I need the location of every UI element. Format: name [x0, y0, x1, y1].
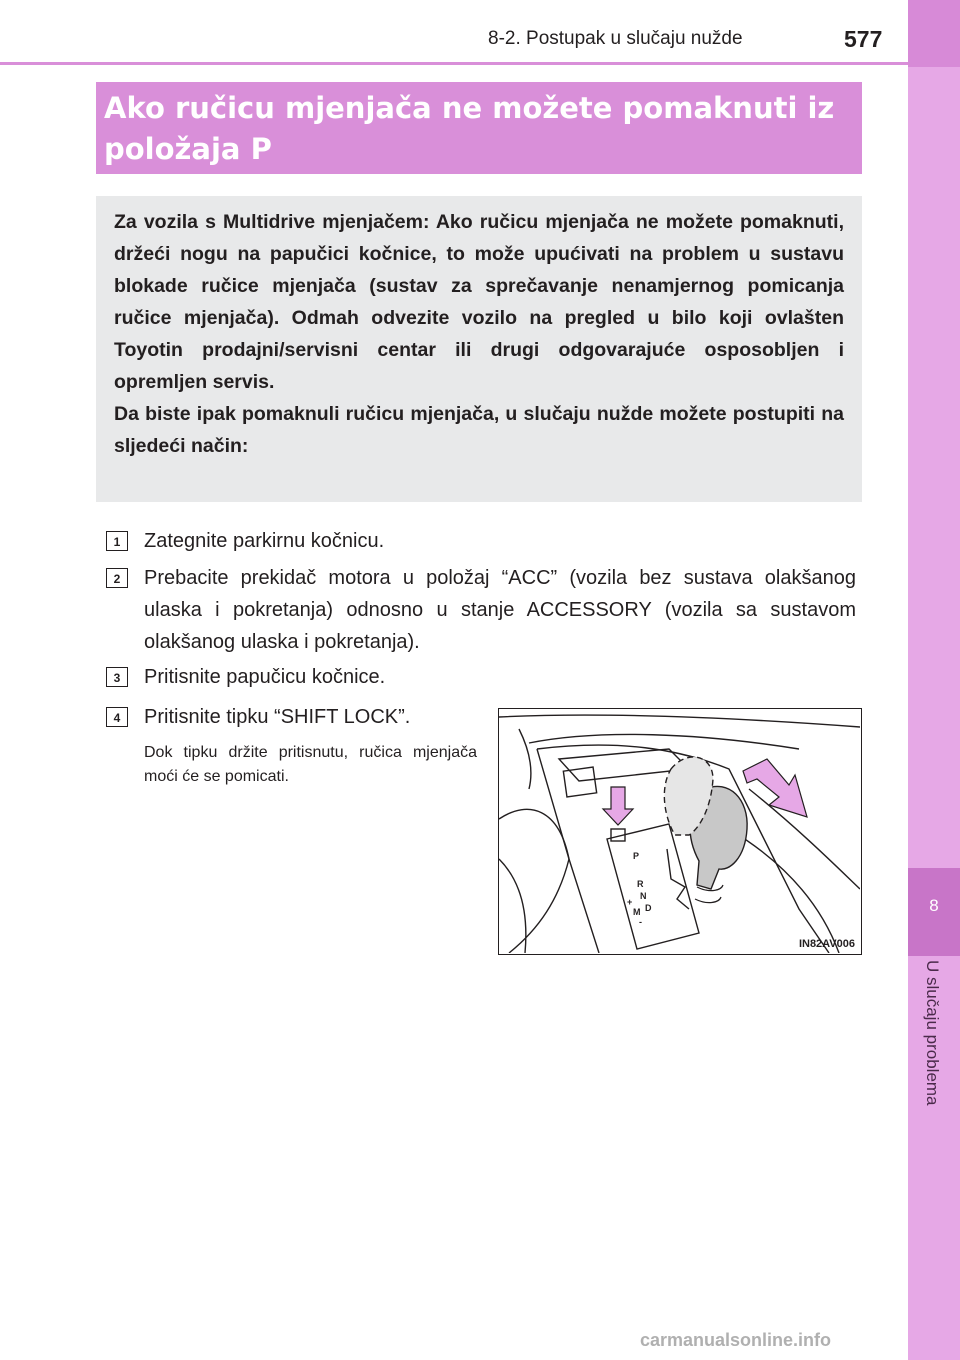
chapter-title: U slučaju problema	[923, 960, 942, 1106]
chapter-sidebar	[908, 0, 960, 1360]
seat-right	[749, 789, 860, 889]
seat-right-fold	[729, 829, 839, 953]
figure-code: IN82AV006	[798, 938, 855, 950]
move-arrow-icon	[743, 759, 807, 817]
step-text: Pritisnite papučicu kočnice.	[144, 666, 386, 688]
seat-left-fold	[499, 859, 526, 953]
step-text: Zategnite parkirnu kočnicu.	[144, 530, 385, 552]
console-edge	[519, 729, 531, 789]
heading-line-1: Ako ručicu mjenjača ne možete pomaknuti iz	[104, 91, 835, 125]
step-text: Prebacite prekidač motora u položaj “ACC” (vozila bez sustava olakšanog ulaska i pokretanja) odnosno u stanje ACCESSORY (vozila sa sustavom olakšanog ulaska i pokretanja).	[144, 567, 856, 653]
console-button	[563, 767, 596, 797]
gate-label-d: D	[645, 903, 652, 913]
page-number: 577	[844, 26, 883, 52]
press-arrow-icon	[603, 787, 633, 825]
gate-label-p: P	[633, 851, 640, 861]
heading-text	[104, 88, 854, 170]
gate-label-r: R	[637, 879, 644, 889]
step-note: Dok tipku držite pritisnutu, ručica mjenjača moći će se pomicati.	[144, 744, 477, 785]
heading-line-2: položaja P	[104, 132, 272, 166]
gate-label-minus: -	[639, 917, 642, 927]
gate-label-m: M	[633, 907, 641, 917]
dashboard-edge	[499, 715, 860, 727]
gate-label-plus: +	[627, 897, 633, 907]
info-box	[96, 196, 862, 502]
chapter-number: 8	[929, 896, 939, 915]
watermark: carmanualsonline.info	[640, 1330, 832, 1350]
section-heading	[96, 82, 862, 174]
step-number-badge: 3	[106, 667, 128, 687]
step-number-badge: 1	[106, 531, 128, 551]
shift-lock-diagram	[499, 709, 860, 953]
section-title: 8-2. Postupak u slučaju nužde	[488, 28, 743, 49]
step-number-badge: 4	[106, 707, 128, 727]
info-paragraph-1: Za vozila s Multidrive mjenjačem: Ako ručicu mjenjača ne možete pomaknuti, držeći nogu na papučici kočnice, to može upućivati na problem u sustavu blokade ručice mjenjača (sustav za sprečavanje nenamjernog pomicanja ručice mjenjača). Odmah odvezite vozilo na pregled u bilo koji ovlašten Toyotin prodajni/servisni centar ili drugi odgovarajuće osposobljen i opremljen servis.	[114, 211, 844, 393]
step-number-badge: 2	[106, 568, 128, 588]
sidebar-header-block	[908, 0, 960, 67]
seat-left	[499, 809, 569, 953]
console-top	[529, 734, 799, 749]
step-text: Pritisnite tipku “SHIFT LOCK”.	[144, 706, 411, 728]
info-paragraph-2: Da biste ipak pomaknuli ručicu mjenjača, u slučaju nužde možete postupiti na sljedeći način:	[114, 403, 844, 457]
shift-lock-illustration	[498, 708, 862, 955]
gate-label-n: N	[640, 891, 647, 901]
header-rule	[0, 62, 908, 65]
